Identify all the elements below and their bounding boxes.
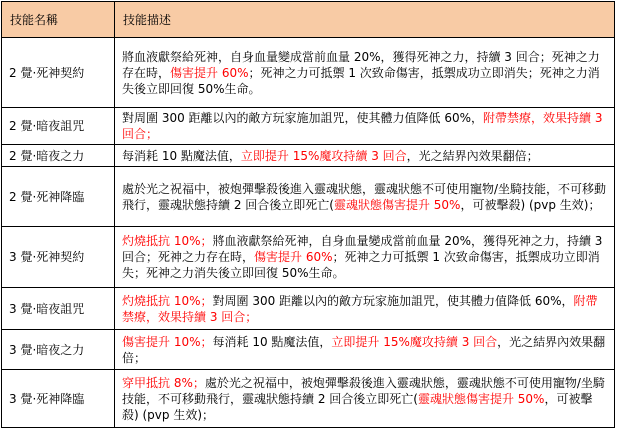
skill-desc-cell [115, 108, 615, 145]
highlighted-text: 立即提升 15%魔攻持續 3 回合 [331, 334, 498, 349]
skills-table [1, 1, 615, 428]
desc-text: 處於光之祝福中，被炮彈擊殺後進入靈魂狀態，靈魂狀態不可使用寵物/坐騎技能，不可移動飛行，靈魂狀態持續 2 回合後立即死亡( [122, 375, 605, 406]
skill-desc-cell [115, 330, 615, 370]
skill-name-cell: 3 覺·死神契約 [2, 227, 115, 288]
highlighted-text: 灼燒抵抗 10%； [122, 293, 213, 308]
skill-name-cell: 3 覺·暗夜詛咒 [2, 288, 115, 330]
skill-desc-cell [115, 38, 615, 108]
highlighted-text: 傷害提升 60% [254, 250, 333, 264]
skill-desc-cell [115, 167, 615, 227]
table-row [2, 288, 615, 330]
desc-text: 對周圍 300 距離以內的敵方玩家施加詛咒，使其體力值降低 60%， [212, 293, 574, 308]
desc-text: 對周圍 300 距離以內的敵方玩家施加詛咒，使其體力值降低 60%， [122, 111, 484, 125]
table-row [2, 370, 615, 428]
desc-text: 將血液獻祭給死神，自身血量變成當前血量 20%，獲得死神之力，持續 3 回合；死神之力存在時， [122, 49, 600, 80]
highlighted-text: 立即提升 15%魔攻持續 3 回合 [240, 148, 407, 163]
skill-name-cell: 2 覺·死神契約 [2, 38, 115, 108]
skill-name-cell: 3 覺·暗夜之力 [2, 330, 115, 370]
desc-text: ，可被擊殺) (pvp 生效)； [460, 197, 601, 212]
desc-text: ，光之結界內效果翻倍； [406, 148, 539, 163]
highlighted-text: 傷害提升 10%； [122, 334, 213, 349]
table-row [2, 145, 615, 167]
skill-desc-cell [115, 227, 615, 288]
skill-name-cell: 2 覺·暗夜詛咒 [2, 108, 115, 145]
skill-desc-cell [115, 370, 615, 428]
desc-text: ，光之結界內效果翻倍； [122, 334, 606, 365]
desc-text: ；死神之力可抵禦 1 次致命傷害，抵禦成功立即消失；死神之力消失後立即回復 50%生命。 [122, 65, 600, 96]
highlighted-text: 靈魂狀態傷害提升 50% [417, 391, 545, 406]
skill-name-cell: 2 覺·死神降臨 [2, 167, 115, 227]
highlighted-text: 附帶禁療，效果持續 3 回合； [122, 111, 603, 141]
highlighted-text: 傷害提升 60% [170, 65, 249, 80]
highlighted-text: 穿甲抵抗 8%； [122, 375, 205, 390]
desc-text: 每消耗 10 點魔法值， [122, 148, 241, 163]
skill-name-cell: 3 覺·死神降臨 [2, 370, 115, 428]
skill-desc-cell [115, 145, 615, 167]
table-row [2, 167, 615, 227]
header-row [2, 2, 615, 38]
table-row [2, 38, 615, 108]
skill-desc-cell [115, 288, 615, 330]
table-row [2, 108, 615, 145]
column-header-skill-description: 技能描述 [115, 2, 615, 38]
desc-text: 每消耗 10 點魔法值， [212, 334, 332, 349]
skills-table-header [2, 2, 615, 38]
skill-name-cell: 2 覺·暗夜之力 [2, 145, 115, 167]
highlighted-text: 附帶禁療，效果持續 3 回合； [122, 293, 598, 324]
highlighted-text: 灼燒抵抗 10%； [122, 234, 213, 248]
table-row [2, 330, 615, 370]
desc-text: 將血液獻祭給死神，自身血量變成當前血量 20%，獲得死神之力，持續 3 回合；死神之力存在時， [122, 234, 603, 264]
desc-text: ；死神之力可抵禦 1 次致命傷害，抵禦成功立即消失；死神之力消失後立即回復 50%生命。 [122, 250, 600, 280]
column-header-skill-name: 技能名稱 [2, 2, 115, 38]
desc-text: ，可被擊殺) (pvp 生效)； [122, 391, 593, 422]
table-row [2, 227, 615, 288]
skill-table-body [2, 38, 615, 428]
highlighted-text: 靈魂狀態傷害提升 50% [333, 197, 461, 212]
desc-text: 處於光之祝福中，被炮彈擊殺後進入靈魂狀態，靈魂狀態不可使用寵物/坐騎技能，不可移動飛行，靈魂狀態持續 2 回合後立即死亡( [122, 181, 607, 212]
